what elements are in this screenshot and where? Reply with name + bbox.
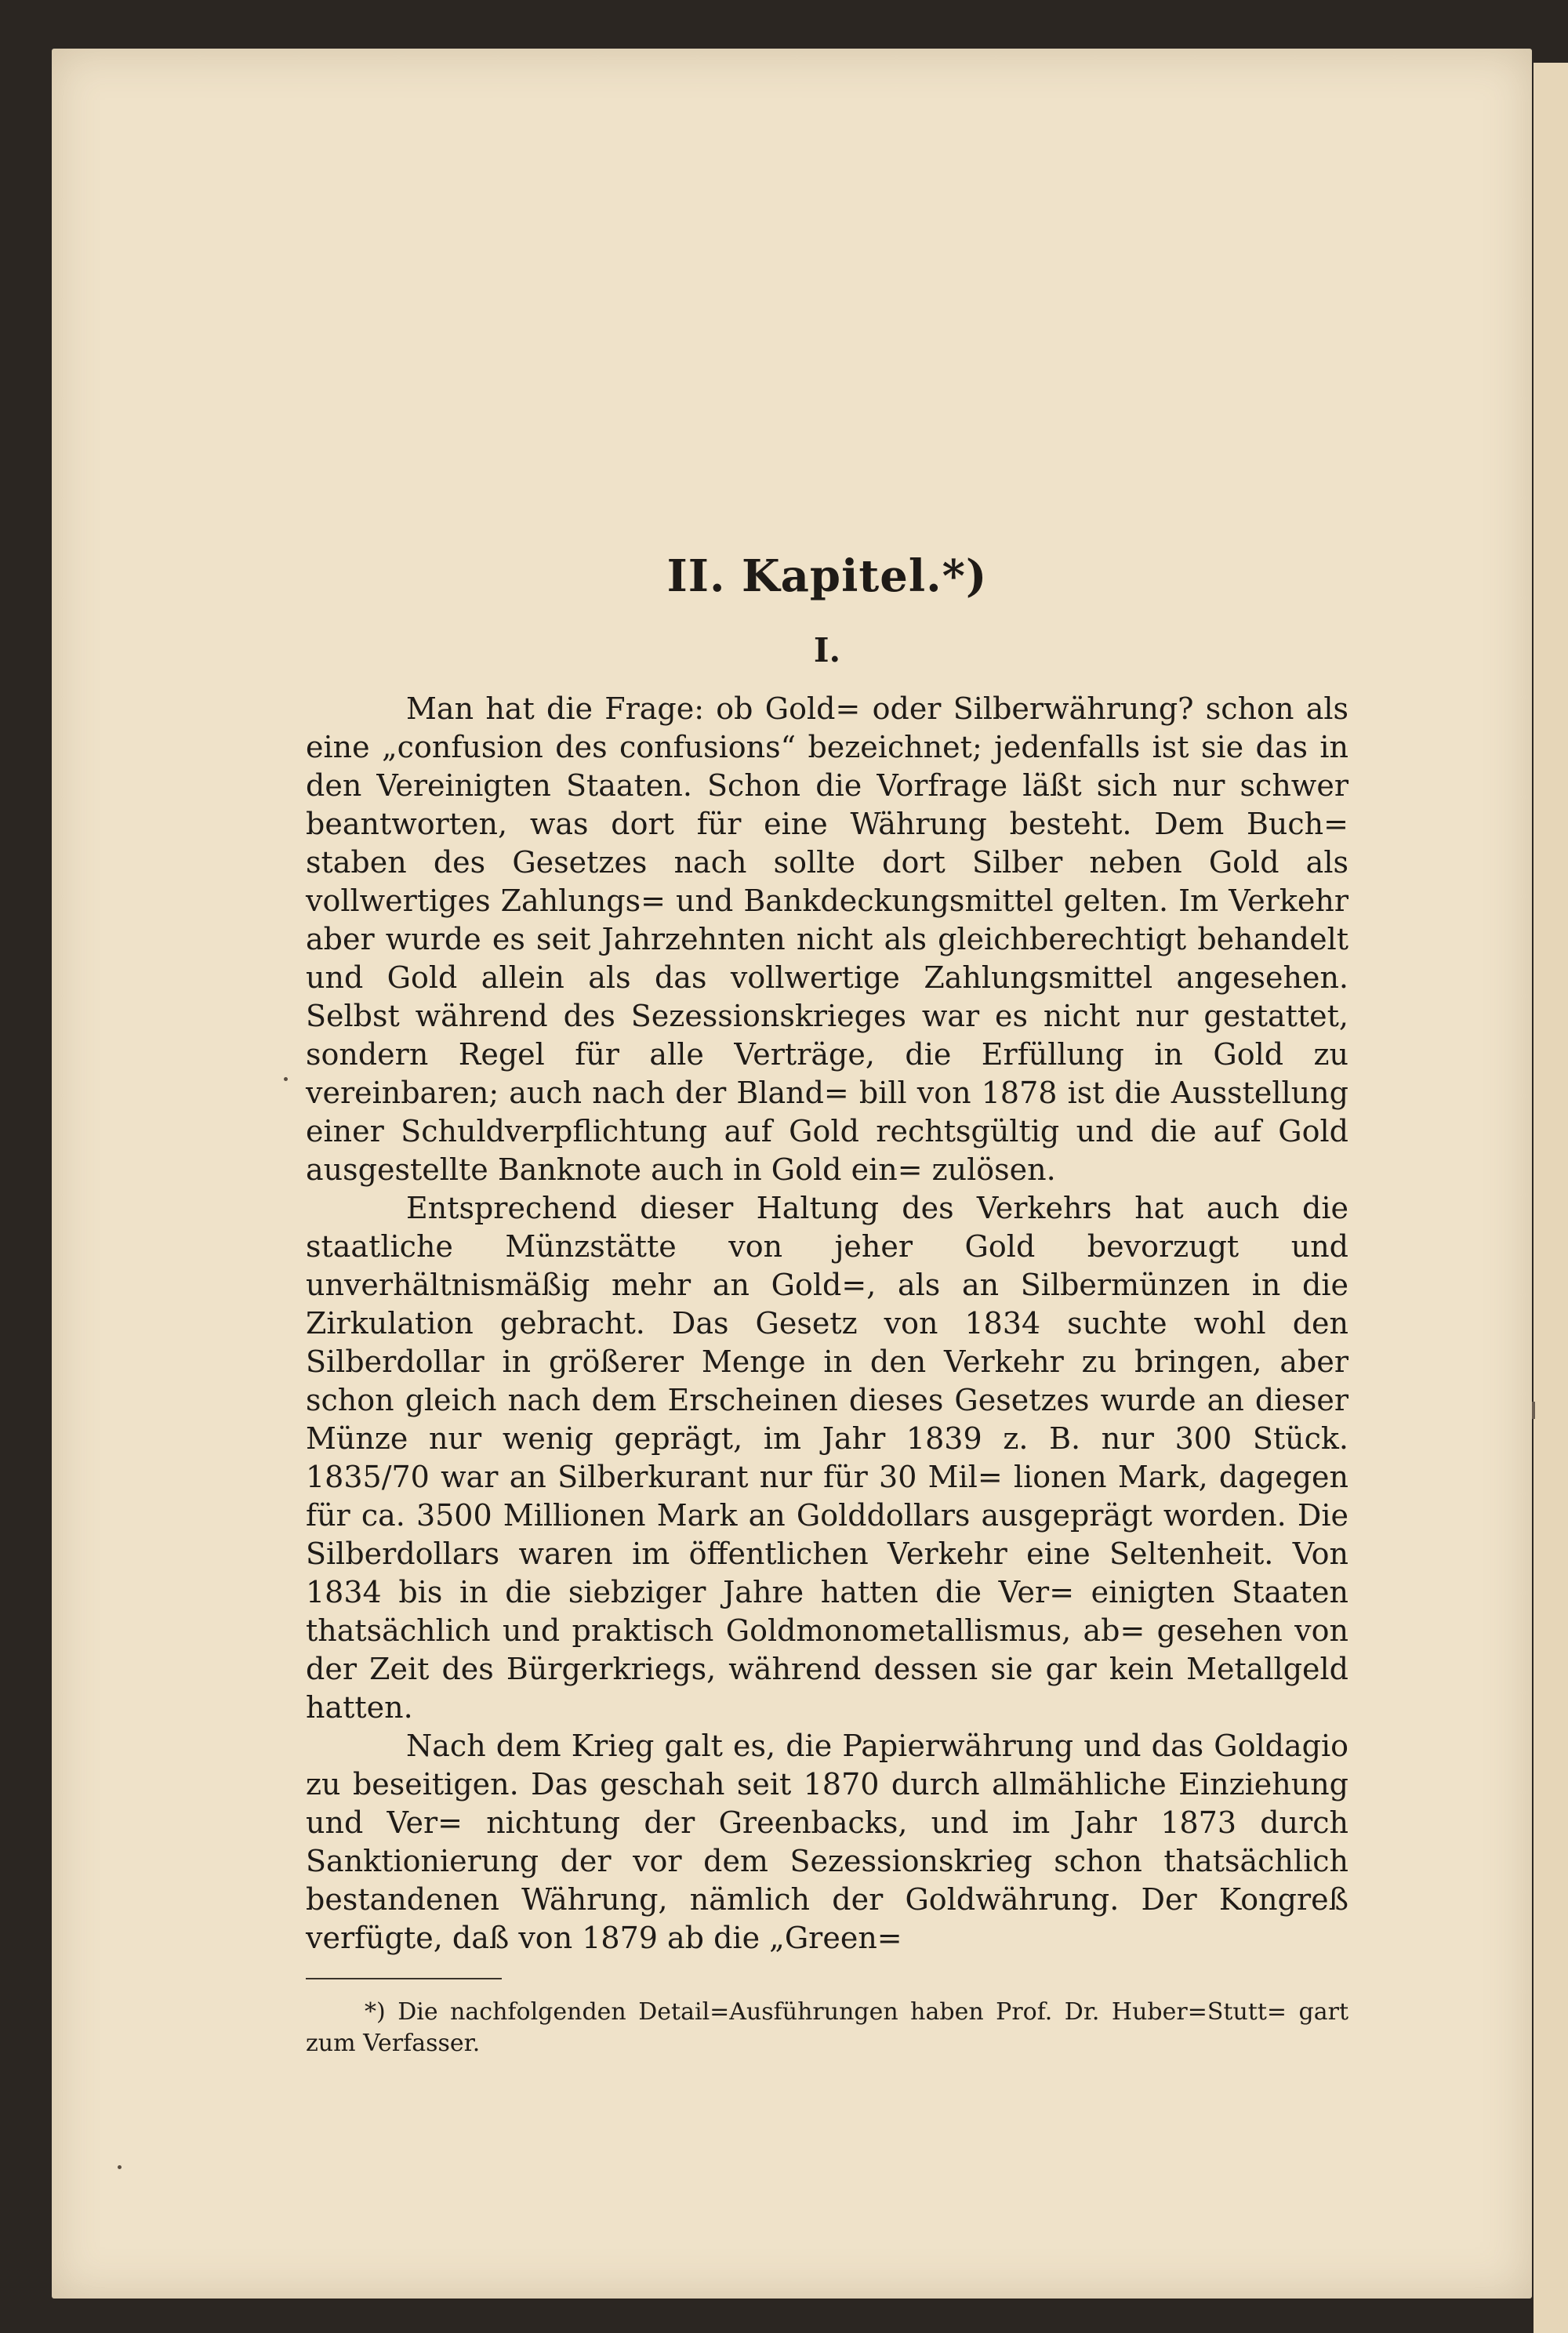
section-number: I. <box>813 631 841 669</box>
margin-speck <box>284 1077 288 1081</box>
page-edge-mark <box>1532 1402 1535 1419</box>
margin-speck <box>118 2165 122 2169</box>
chapter-title: II. Kapitel.*) <box>666 550 988 602</box>
paragraph: Nach dem Krieg galt es, die Papierwährung und das Goldagio zu beseitigen. Das geschah seit 1870 durch allmähliche Einziehung und Ver= nichtung der Greenbacks, und im Jahr 1873 durch Sanktionierung der vor dem Sezessionskrieg schon thatsächlich bestandenen Währung, nämlich der Goldwährung. Der Kongreß verfügte, daß von 1879 ab die „Green= <box>306 1729 1348 1955</box>
paragraph: Man hat die Frage: ob Gold= oder Silberwährung? schon als eine „confusion des confusions“ bezeichnet; jedenfalls ist sie das in den Vereinigten Staaten. Schon die Vorfrage läßt sich nur schwer beantworten, was dort für eine Währung besteht. Dem Buch= staben des Gesetzes nach sollte dort Silber neben Gold als vollwertiges Zahlungs= und Bankdeckungsmittel gelten. Im Verkehr aber wurde es seit Jahrzehnten nicht als gleichberechtigt behandelt und Gold allein als das vollwertige Zahlungsmittel angesehen. Selbst während des Sezessionskrieges war es nicht nur gestattet, sondern Regel für alle Verträge, die Erfüllung in Gold zu vereinbaren; auch nach der Bland= bill von 1878 ist die Ausstellung einer Schuldverpflichtung auf Gold rechtsgültig und die auf Gold ausgestellte Banknote auch in Gold ein= zulösen. <box>306 691 1348 1187</box>
footnote: *) Die nachfolgenden Detail=Ausführungen haben Prof. Dr. Huber=Stutt= gart zum Verfasser. <box>306 1998 1348 2057</box>
body-text <box>306 690 1348 1957</box>
page-content <box>306 541 1348 2059</box>
adjacent-page-edge <box>1534 63 1568 2333</box>
paragraph: Entsprechend dieser Haltung des Verkehrs hat auch die staatliche Münzstätte von jeher Gold bevorzugt und unverhältnismäßig mehr an Gold=, als an Silbermünzen in die Zirkulation gebracht. Das Gesetz von 1834 suchte wohl den Silberdollar in größerer Menge in den Verkehr zu bringen, aber schon gleich nach dem Erscheinen dieses Gesetzes wurde an dieser Münze nur wenig geprägt, im Jahr 1839 z. B. nur 300 Stück. 1835/70 war an Silberkurant nur für 30 Mil= lionen Mark, dagegen für ca. 3500 Millionen Mark an Golddollars ausgeprägt worden. Die Silberdollars waren im öffentlichen Verkehr eine Seltenheit. Von 1834 bis in die siebziger Jahre hatten die Ver= einigten Staaten thatsächlich und praktisch Goldmonometallismus, ab= gesehen von der Zeit des Bürgerkriegs, während dessen sie gar kein Metallgeld hatten. <box>306 1191 1348 1725</box>
footnote-divider <box>306 1978 502 1979</box>
